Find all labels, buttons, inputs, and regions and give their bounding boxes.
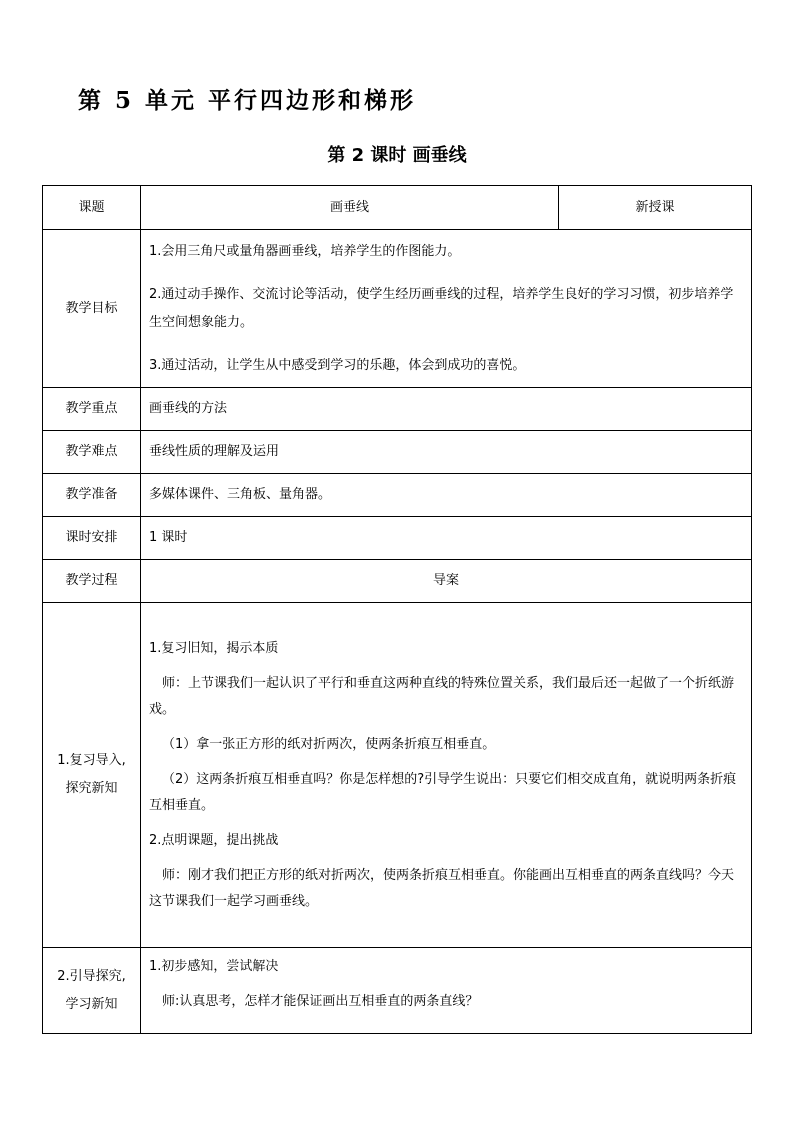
section1-label — [43, 603, 141, 948]
section1-heading2: 2.点明课题，提出挑战 — [149, 832, 279, 848]
row-objectives — [43, 230, 752, 388]
process-value: 导案 — [141, 560, 752, 603]
objective-item: 3.通过活动，让学生从中感受到学习的乐趣，体会到成功的喜悦。 — [149, 357, 526, 373]
section2-heading1: 1.初步感知，尝试解决 — [149, 959, 279, 974]
schedule-label: 课时安排 — [43, 517, 141, 560]
section2-label-line2: 学习新知 — [65, 996, 118, 1012]
topic-label: 课题 — [43, 186, 141, 230]
section1-para4: 师：刚才我们把正方形的纸对折两次，使两条折痕互相垂直。你能画出互相垂直的两条直线吗？今天这节课我们一起学习画垂线。 — [149, 867, 735, 909]
row-topic — [43, 186, 752, 230]
section1-para3: （2）这两条折痕互相垂直吗？你是怎样想的?引导学生说出：只要它们相交成直角，就说明两条折痕互相垂直。 — [149, 771, 737, 813]
row-schedule — [43, 517, 752, 560]
section1-label-line2: 探究新知 — [65, 781, 118, 796]
section2-label — [43, 948, 141, 1034]
lesson-title-text: 第 2 课时 画垂线 — [327, 145, 467, 166]
section1-para1: 师：上节课我们一起认识了平行和垂直这两种直线的特殊位置关系，我们最后还一起做了一个折纸游戏。 — [149, 675, 735, 717]
topic-value: 画垂线 — [141, 186, 559, 230]
lesson-title — [0, 141, 794, 167]
row-preparation — [43, 474, 752, 517]
row-section2 — [43, 948, 752, 1034]
row-key-point — [43, 388, 752, 431]
difficulty-value: 垂线性质的理解及运用 — [141, 431, 752, 474]
section1-label-line1: 1.复习导入, — [57, 753, 126, 768]
lesson-plan-table — [42, 185, 752, 1034]
lesson-type: 新授课 — [559, 186, 752, 230]
key-point-value: 画垂线的方法 — [141, 388, 752, 431]
objective-item: 2.通过动手操作、交流讨论等活动，使学生经历画垂线的过程，培养学生良好的学习习惯，初步培养学生空间想象能力。 — [149, 286, 734, 330]
unit-title: 第 5 单元 平行四边形和梯形 — [78, 87, 417, 114]
section2-para1: 师:认真思考，怎样才能保证画出互相垂直的两条直线？ — [162, 994, 479, 1009]
difficulty-label: 教学难点 — [43, 431, 141, 474]
schedule-value: 1 课时 — [141, 517, 752, 560]
preparation-label: 教学准备 — [43, 474, 141, 517]
row-process — [43, 560, 752, 603]
section1-content — [141, 603, 752, 948]
preparation-value: 多媒体课件、三角板、量角器。 — [141, 474, 752, 517]
section2-content — [141, 948, 752, 1034]
row-difficulty — [43, 431, 752, 474]
key-point-label: 教学重点 — [43, 388, 141, 431]
section2-label-line1: 2.引导探究, — [57, 968, 126, 984]
objective-item: 1.会用三角尺或量角器画垂线，培养学生的作图能力。 — [149, 243, 461, 259]
section1-heading1: 1.复习旧知，揭示本质 — [149, 640, 279, 656]
objectives-label: 教学目标 — [43, 230, 141, 388]
section1-para2: （1）拿一张正方形的纸对折两次，使两条折痕互相垂直。 — [162, 736, 496, 752]
process-label: 教学过程 — [43, 560, 141, 603]
objectives-content — [141, 230, 752, 388]
row-section1 — [43, 603, 752, 948]
